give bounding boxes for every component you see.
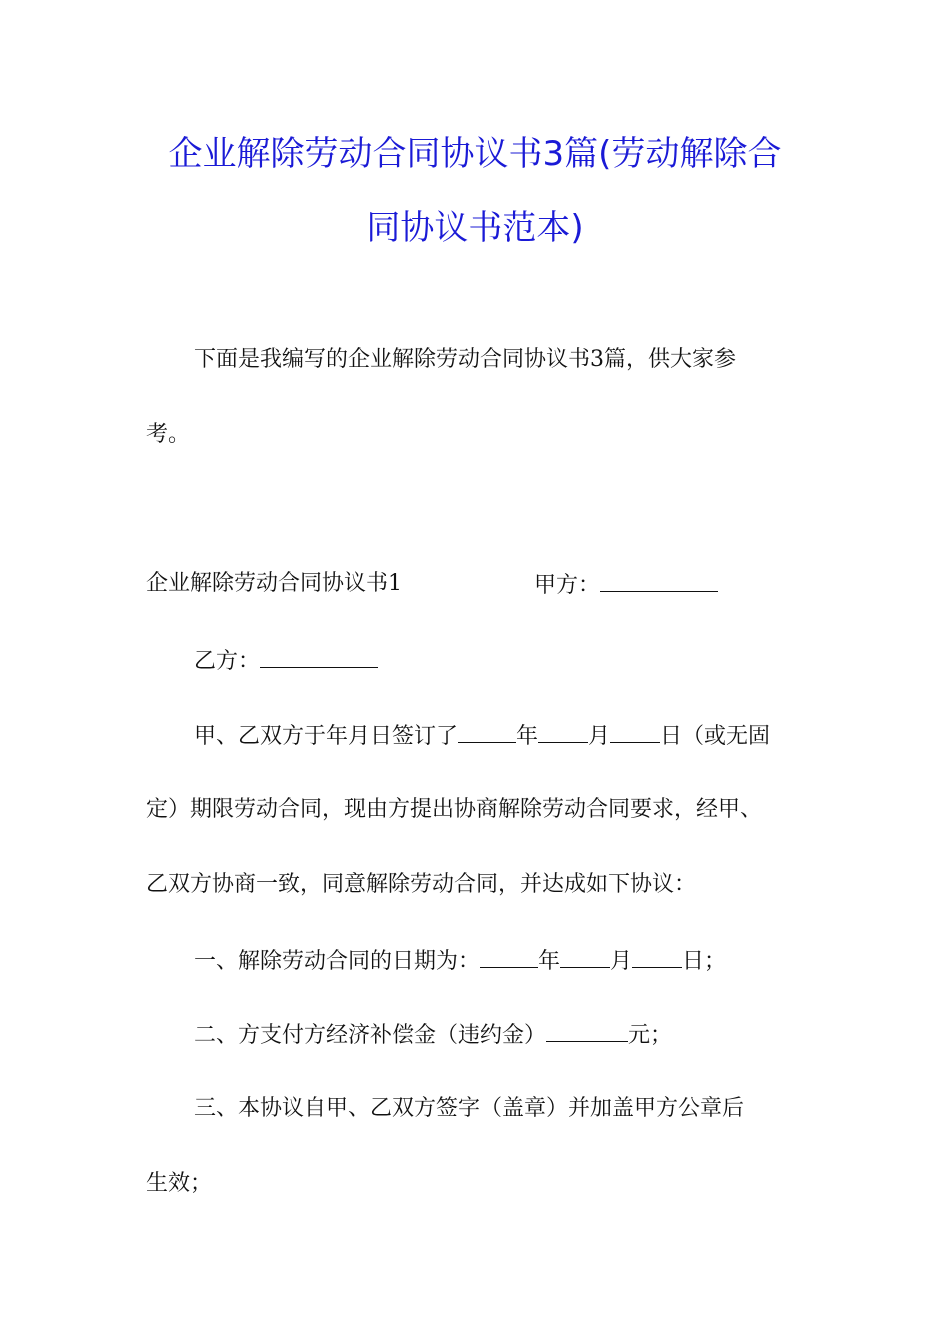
compensation-amount-blank (546, 1019, 628, 1042)
sign-year-blank (458, 720, 516, 743)
sign-day-blank (610, 720, 660, 743)
end-year-label: 年 (538, 949, 561, 974)
sign-day-label: 日（或无固 (660, 724, 771, 749)
end-day-blank (632, 945, 682, 968)
paragraph-1-line-1 (194, 720, 770, 752)
paragraph-1-text: 甲、乙双方于年月日签订了 (194, 724, 459, 749)
party-a-label: 甲方： (534, 573, 601, 598)
end-month-label: 月 (610, 949, 633, 974)
clause-3-line-2: 生效； (146, 1171, 213, 1196)
sign-month-blank (538, 720, 588, 743)
party-b-blank (260, 645, 378, 668)
party-b-label: 乙方： (194, 649, 261, 674)
clause-3-line-1: 三、本协议自甲、乙双方签字（盖章）并加盖甲方公章后 (194, 1096, 745, 1121)
end-year-blank (480, 945, 538, 968)
paragraph-1-line-2: 定）期限劳动合同，现由方提出协商解除劳动合同要求，经甲、 (146, 797, 763, 822)
party-a-line (534, 569, 718, 601)
document-title-line-1: 企业解除劳动合同协议书3篇(劳动解除合 (168, 134, 782, 174)
intro-paragraph-line-2: 考。 (146, 422, 191, 447)
end-day-label: 日； (682, 949, 727, 974)
party-a-blank (600, 569, 718, 592)
party-b-line (194, 645, 378, 677)
intro-paragraph-line-1: 下面是我编写的企业解除劳动合同协议书3篇，供大家参 (194, 347, 736, 372)
clause-2-text: 二、方支付方经济补偿金（违约金） (194, 1023, 547, 1048)
document-title-line-2: 同协议书范本) (366, 208, 584, 248)
sign-year-label: 年 (516, 724, 539, 749)
clause-1 (194, 945, 726, 977)
section-heading: 企业解除劳动合同协议书1 (146, 571, 402, 596)
end-month-blank (560, 945, 610, 968)
sign-month-label: 月 (588, 724, 611, 749)
clause-1-text: 一、解除劳动合同的日期为： (194, 949, 481, 974)
paragraph-1-line-3: 乙双方协商一致，同意解除劳动合同，并达成如下协议： (146, 872, 697, 897)
clause-2 (194, 1019, 672, 1051)
clause-2-suffix: 元； (628, 1023, 673, 1048)
